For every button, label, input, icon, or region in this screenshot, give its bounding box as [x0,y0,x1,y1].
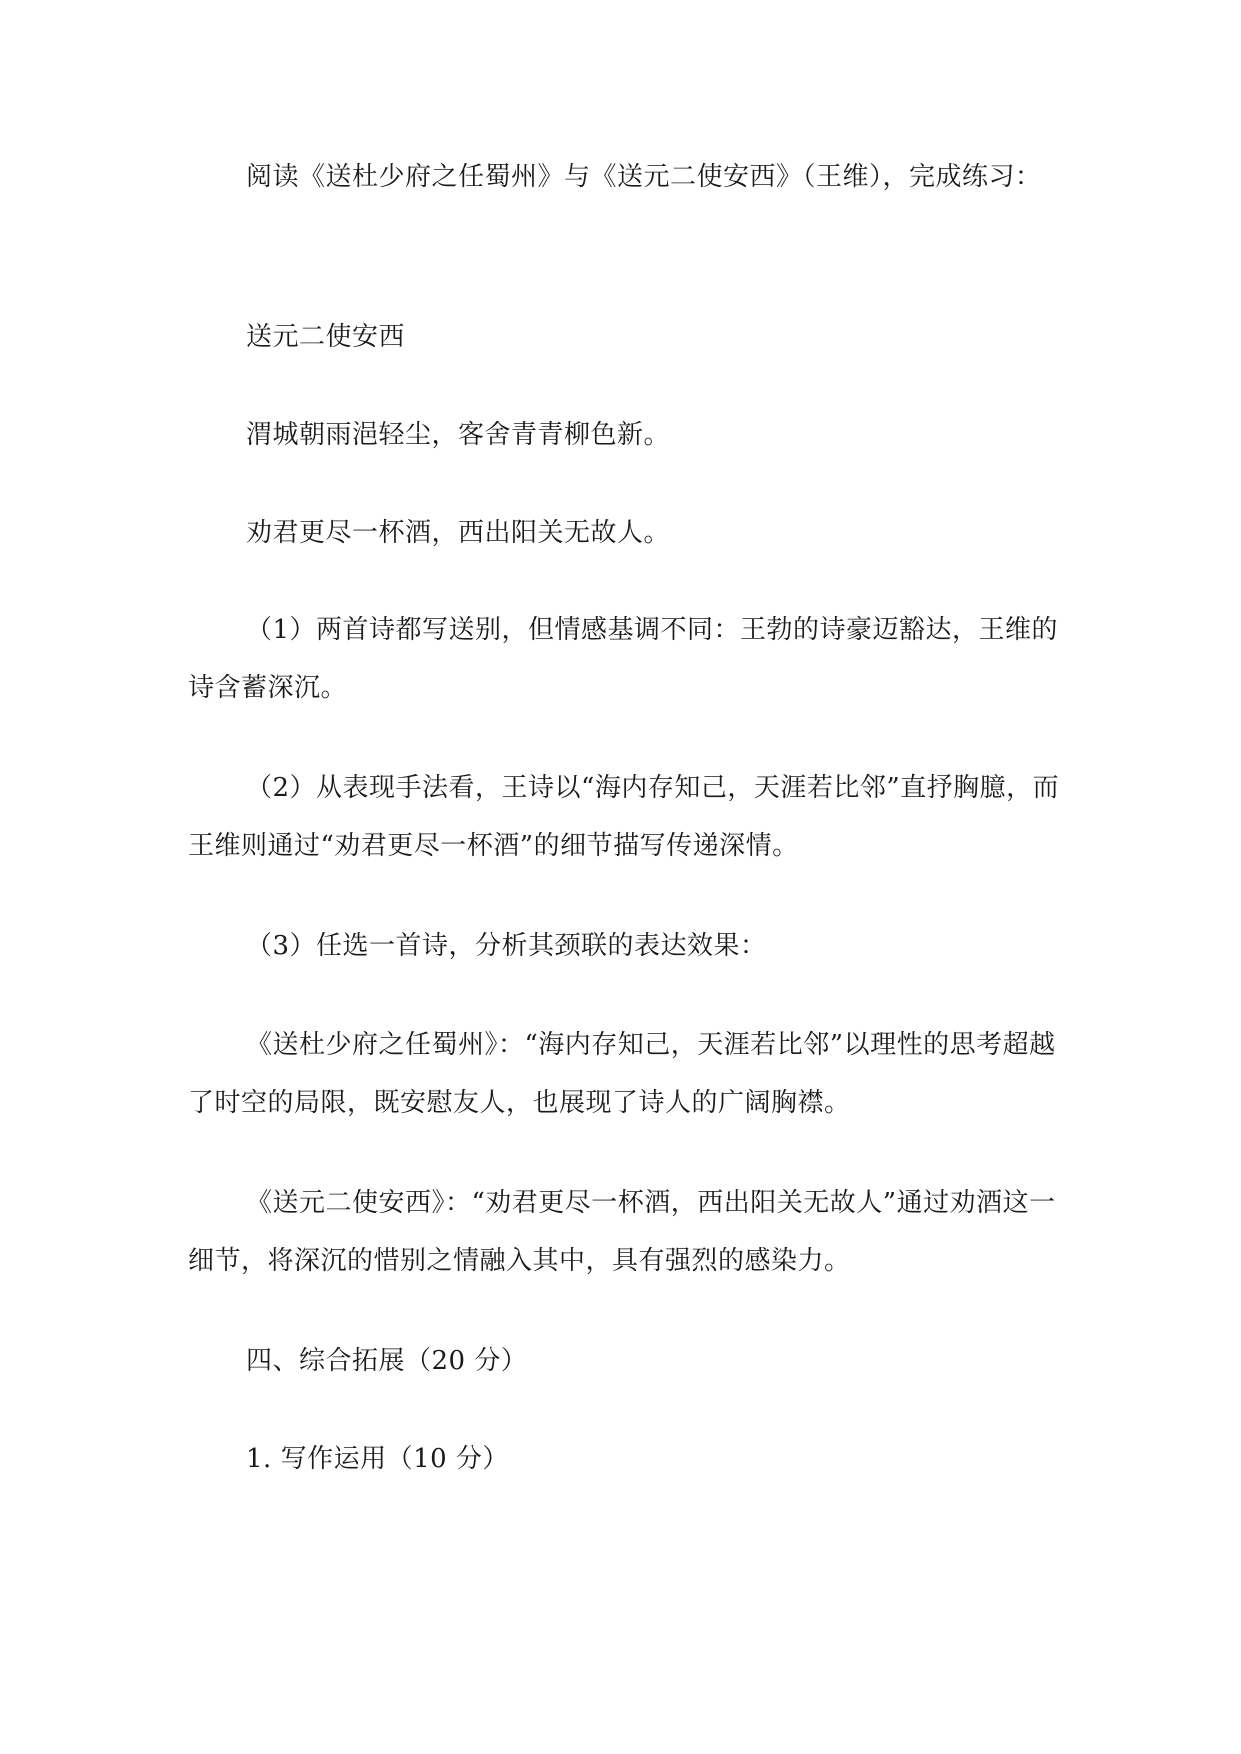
poem-line-2: 劝君更尽一杯酒，西出阳关无故人。 [246,518,671,548]
section-heading: 四、综合拓展（20 分） [246,1346,528,1376]
answer-poem-2: 《送元二使安西》：“劝君更尽一杯酒，西出阳关无故人”通过劝酒这一细节，将深沉的惜别之情融入其中，具有强烈的感染力。 [188,1188,1056,1276]
question-3: （3）任选一首诗，分析其颈联的表达效果： [246,931,767,961]
subsection-heading: 1. 写作运用（10 分） [246,1444,509,1474]
reading-instruction: 阅读《送杜少府之任蜀州》与《送元二使安西》（王维），完成练习： [246,162,1042,192]
question-1: （1）两首诗都写送别，但情感基调不同：王勃的诗豪迈豁达，王维的诗含蓄深沉。 [188,615,1059,703]
poem-title: 送元二使安西 [246,322,406,352]
question-2: （2）从表现手法看，王诗以“海内存知己，天涯若比邻”直抒胸臆，而王维则通过“劝君更尽一杯酒”的细节描写传递深情。 [188,773,1060,861]
answer-poem-1: 《送杜少府之任蜀州》：“海内存知己，天涯若比邻”以理性的思考超越了时空的局限，既安慰友人，也展现了诗人的广阔胸襟。 [188,1030,1056,1118]
poem-line-1: 渭城朝雨浥轻尘，客舍青青柳色新。 [246,420,671,450]
